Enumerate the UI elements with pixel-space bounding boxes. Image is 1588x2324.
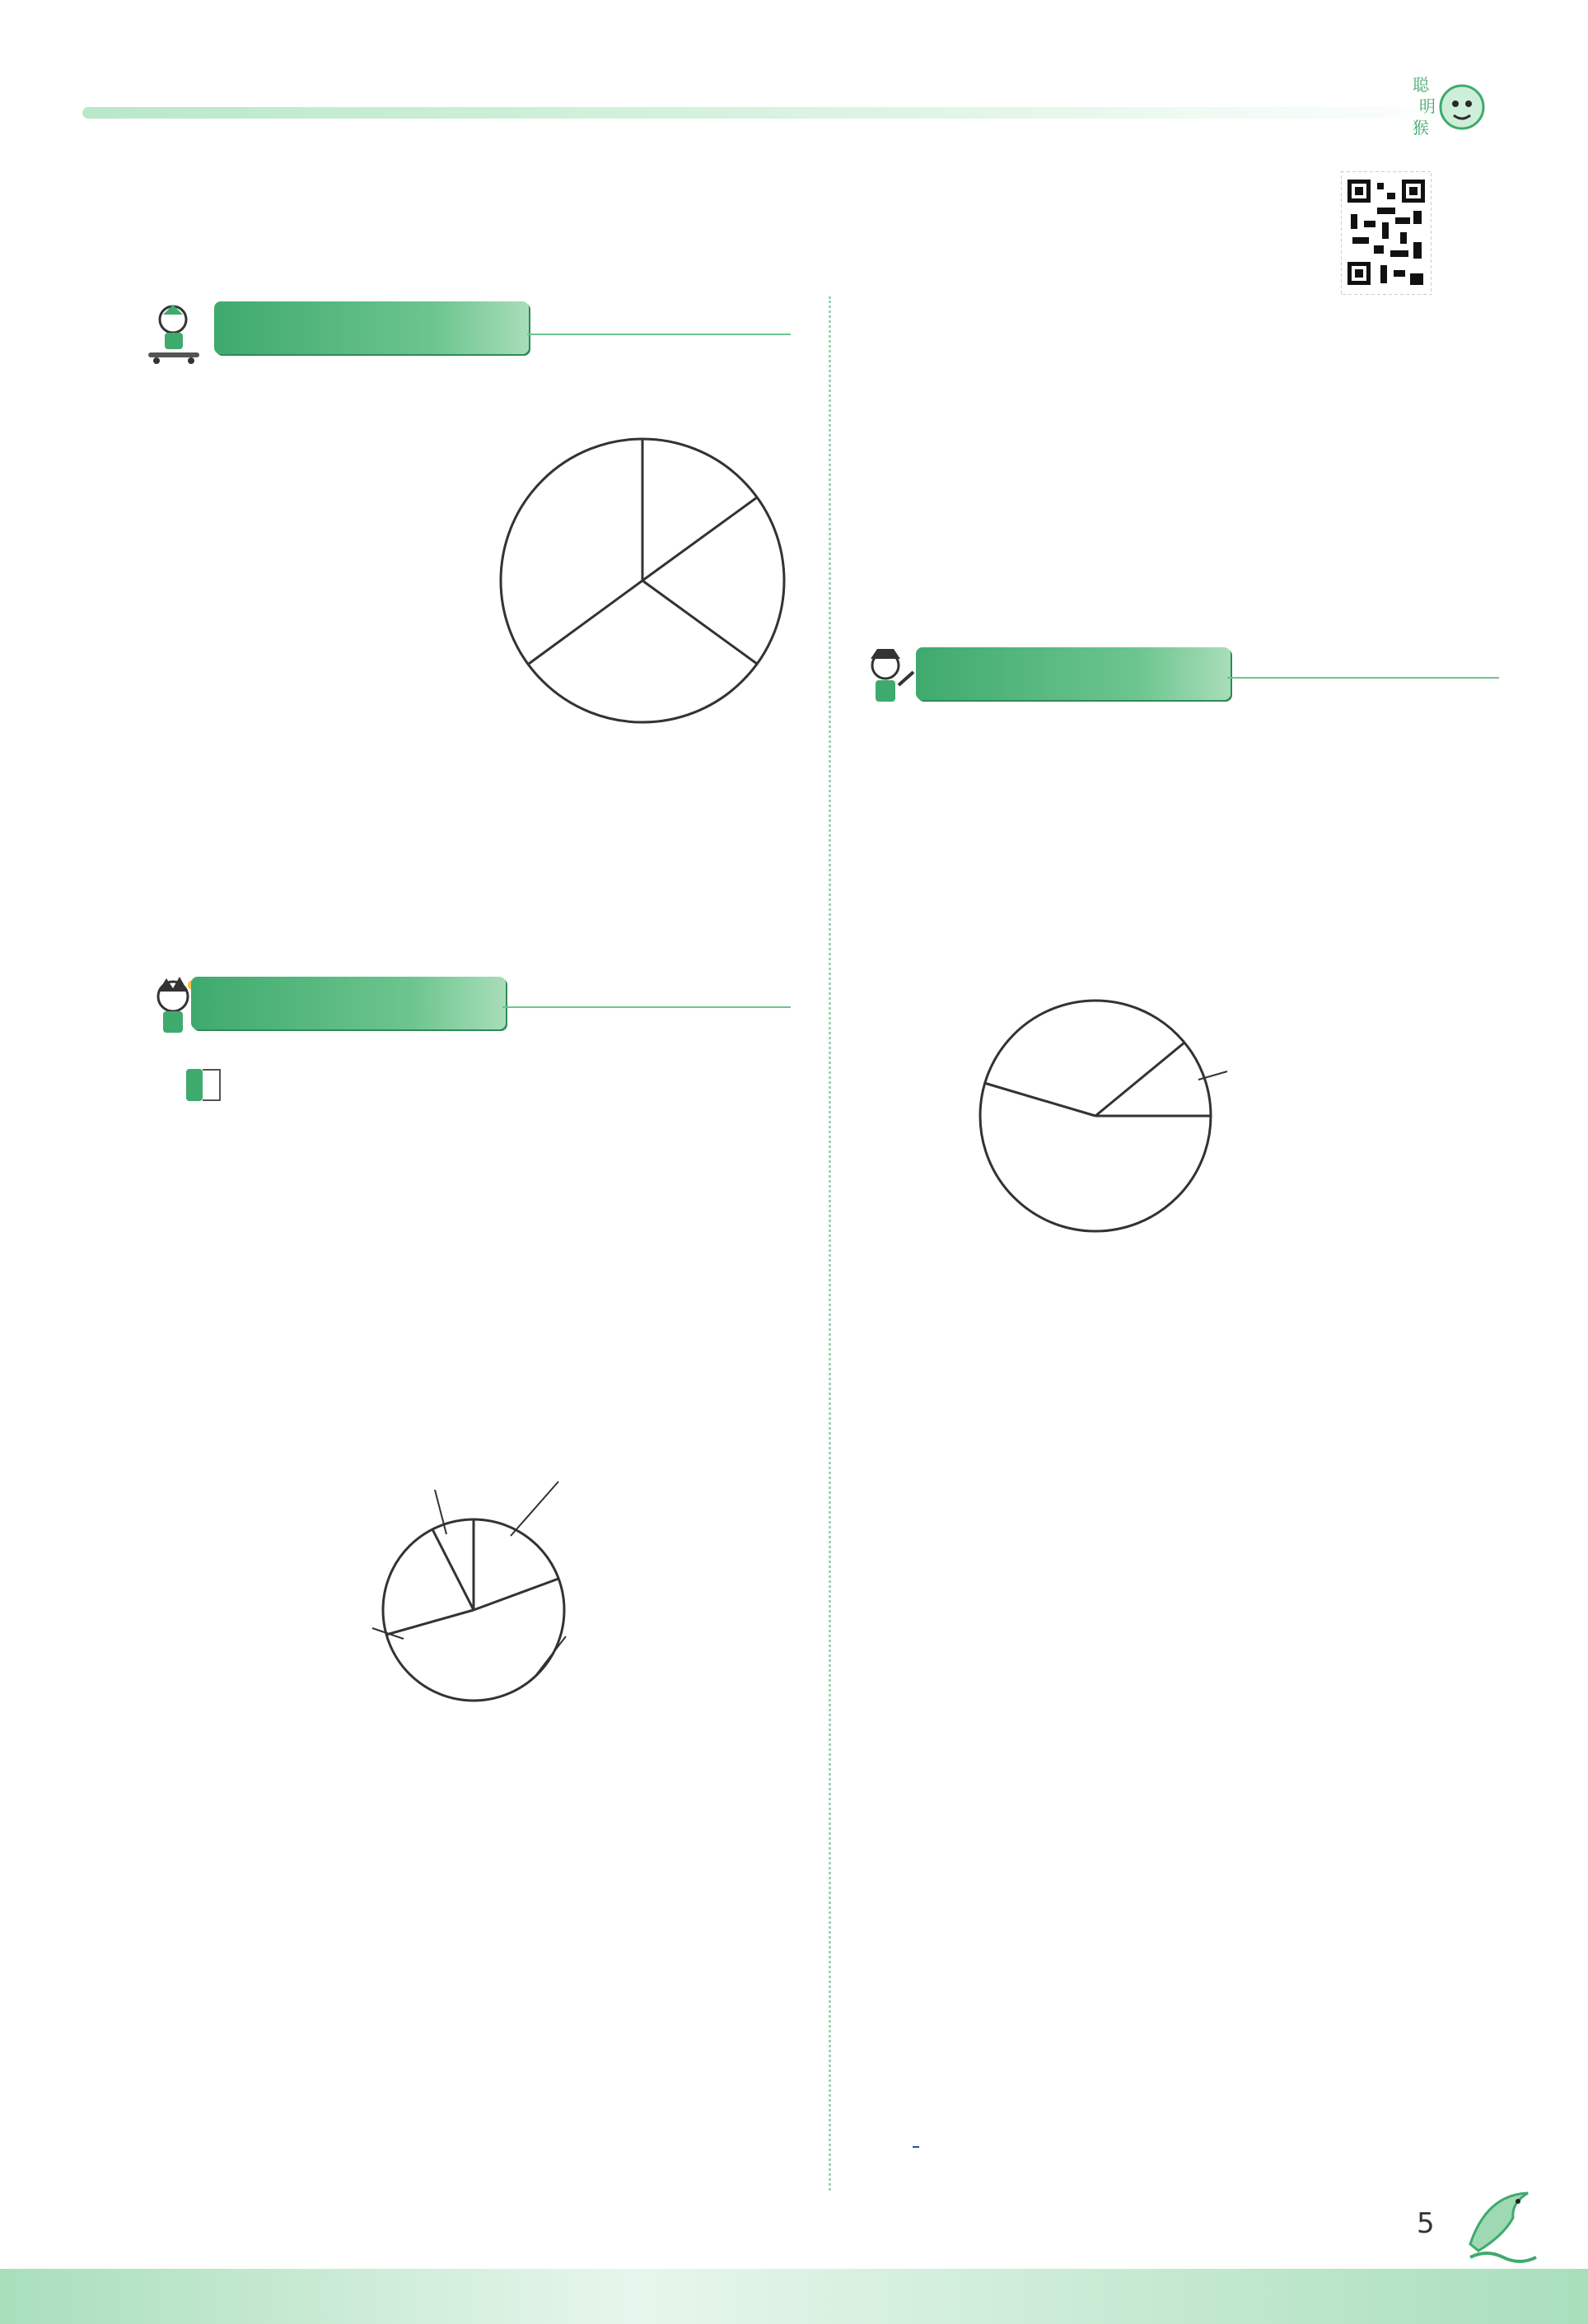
- q3-pie-chart: [972, 992, 1433, 1281]
- slogan-line-3: [1227, 677, 1499, 679]
- q3-work-2: [906, 2146, 926, 2148]
- mascot-text-3: 猴: [1413, 118, 1429, 138]
- column-divider: [829, 296, 831, 2191]
- dolphin-icon: [1454, 2178, 1544, 2269]
- mascot-text-2: 明: [1419, 96, 1436, 116]
- q2-r1-answer: [898, 310, 921, 344]
- q2-r1: [898, 301, 921, 354]
- q1-part4: [185, 797, 231, 850]
- qr-code-icon[interactable]: [1341, 171, 1432, 295]
- q3-w2-fraction: [913, 2146, 919, 2148]
- q1-part5-cont: [239, 903, 275, 955]
- section-banner-basic: [214, 301, 529, 354]
- q1-p4-answer: [185, 806, 231, 840]
- monkey-mascot-icon: [1404, 66, 1491, 144]
- mascot-text-1: 聪: [1413, 75, 1429, 95]
- q2-tags: [186, 1072, 221, 1098]
- slogan-line: [527, 334, 791, 335]
- q1-p5-answer: [239, 912, 275, 945]
- header-bar: [82, 107, 1483, 119]
- q3-w2-numerator: [913, 2146, 919, 2148]
- q3-bar-chart: [914, 1281, 1491, 1709]
- page-number: 5: [1417, 2207, 1435, 2240]
- skateboard-kid-icon: [140, 298, 208, 366]
- section-banner-open: [916, 647, 1231, 700]
- q1-pie-chart: [486, 428, 799, 733]
- q2-pie-chart: [231, 1437, 758, 1734]
- q2-tag-original: [186, 1069, 203, 1101]
- explorer-kid-icon: [852, 644, 920, 712]
- q2-bar-chart: [231, 1729, 758, 2174]
- section-banner-thinking: [191, 977, 506, 1029]
- slogan-line-2: [502, 1006, 791, 1008]
- footer-band: [0, 2269, 1588, 2324]
- q2-tag-data: [203, 1069, 221, 1101]
- q2-leader-sit: [511, 1482, 558, 1536]
